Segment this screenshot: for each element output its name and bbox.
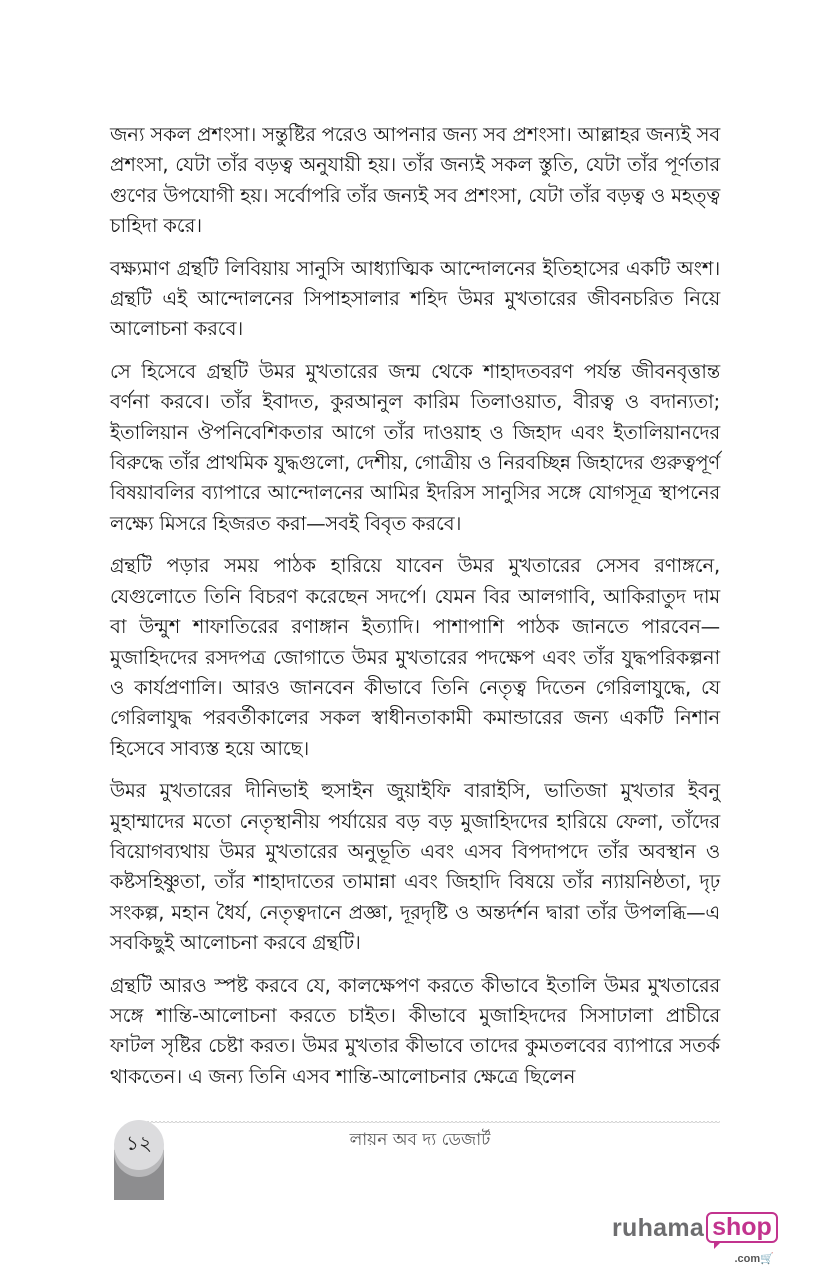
logo-brand-sub bbox=[734, 1246, 773, 1273]
paragraph: গ্রন্থটি আরও স্পষ্ট করবে যে, কালক্ষেপণ করতে কীভাবে ইতালি উমর মুখতারের সঙ্গে শান্তি-আলোচনা করতে চাইত। কীভাবে মুজাহিদদের সিসাঢালা প্রাচীরে ফাটল সৃষ্টির চেষ্টা করত। উমর মুখতার কীভাবে তাদের কুমতলবের ব্যাপারে সতর্ক থাকতেন। এ জন্য তিনি এসব শান্তি-আলোচনার ক্ষেত্রে ছিলেন bbox=[110, 973, 720, 1088]
logo-brand-box-text: shop bbox=[712, 1213, 772, 1241]
paragraph: গ্রন্থটি পড়ার সময় পাঠক হারিয়ে যাবেন উমর মুখতারের সেসব রণাঙ্গনে, যেগুলোতে তিনি বিচরণ করেছেন সদর্পে। যেমন বির আলগাবি, আকিরাতুদ দাম বা উন্মুশ শাফাতিরের রণাঙ্গান ইত্যাদি। পাশাপাশি পাঠক জানতে পারবেন—মুজাহিদদের রসদপত্র জোগাতে উমর মুখতারের পদক্ষেপ এবং তাঁর যুদ্ধপরিকল্পনা ও কার্যপ্রণালি। আরও জানবেন কীভাবে তিনি নেতৃত্ব দিতেন গেরিলাযুদ্ধে, যে গেরিলাযুদ্ধ পরবর্তীকালের সকল স্বাধীনতাকামী কমান্ডারের জন্য একটি নিশান হিসেবে সাব্যস্ত হয়ে আছে। bbox=[110, 554, 720, 760]
logo-brand-main: ruhama bbox=[612, 1214, 705, 1242]
running-title: লায়ন অব দ্য ডেজার্ট bbox=[349, 1130, 491, 1150]
watermark-logo bbox=[612, 1212, 778, 1265]
speech-bubble-tail-icon bbox=[714, 1242, 721, 1249]
paragraph: জন্য সকল প্রশংসা। সন্তুষ্টির পরেও আপনার জন্য সব প্রশংসা। আল্লাহর জন্যই সব প্রশংসা, যেটা তাঁর বড়ত্ব অনুযায়ী হয়। তাঁর জন্যই সকল স্তুতি, যেটা তাঁর পূর্ণতার গুণের উপযোগী হয়। সর্বোপরি তাঁর জন্যই সব প্রশংসা, যেটা তাঁর বড়ত্ব ও মহত্ত্ব চাহিদা করে। bbox=[110, 123, 720, 238]
paragraph: উমর মুখতারের দীনিভাই হুসাইন জুয়াইফি বারাইসি, ভাতিজা মুখতার ইবনু মুহাম্মাদের মতো নেতৃস্থানীয় পর্যায়ের বড় বড় মুজাহিদদের হারিয়ে ফেলা, তাঁদের বিয়োগব্যথায় উমর মুখতারের অনুভূতি এবং এসব বিপদাপদে তাঁর অবস্থান ও কষ্টসহিষ্ণুতা, তাঁর শাহাদাতের তামান্না এবং জিহাদি বিষয়ে তাঁর ন্যায়নিষ্ঠতা, দৃঢ় সংকল্প, মহান ধৈর্য, নেতৃত্বদানে প্রজ্ঞা, দূরদৃষ্টি ও অন্তর্দর্শন দ্বারা তাঁর উপলব্ধি—এ সবকিছুই আলোচনা করবে গ্রন্থটি। bbox=[110, 779, 720, 955]
paragraph: বক্ষ্যমাণ গ্রন্থটি লিবিয়ায় সানুসি আধ্যাত্মিক আন্দোলনের ইতিহাসের একটি অংশ। গ্রন্থটি এই আন্দোলনের সিপাহসালার শহিদ উমর মুখতারের জীবনচরিত নিয়ে আলোচনা করবে। bbox=[110, 256, 720, 341]
body-text bbox=[110, 120, 720, 1104]
logo-brand-box bbox=[706, 1212, 778, 1265]
logo-domain: .com bbox=[734, 1253, 761, 1265]
page-number: ১২ bbox=[126, 1130, 152, 1155]
footer-divider bbox=[140, 1121, 720, 1125]
paragraph: সে হিসেবে গ্রন্থটি উমর মুখতারের জন্ম থেকে শাহাদতবরণ পর্যন্ত জীবনবৃত্তান্ত বর্ণনা করবে। তাঁর ইবাদত, কুরআনুল কারিম তিলাওয়াত, বীরত্ব ও বদান্যতা; ইতালিয়ান ঔপনিবেশিকতার আগে তাঁর দাওয়াহ ও জিহাদ এবং ইতালিয়ানদের বিরুদ্ধে তাঁর প্রাথমিক যুদ্ধগুলো, দেশীয়, গোত্রীয় ও নিরবচ্ছিন্ন জিহাদের গুরুত্বপূর্ণ বিষয়াবলির ব্যাপারে আন্দোলনের আমির ইদরিস সানুসির সঙ্গে যোগসূত্র স্থাপনের লক্ষ্যে মিসরে হিজরত করা—সবই বিবৃত করবে। bbox=[110, 359, 720, 535]
cart-icon: 🛒 bbox=[760, 1253, 774, 1265]
